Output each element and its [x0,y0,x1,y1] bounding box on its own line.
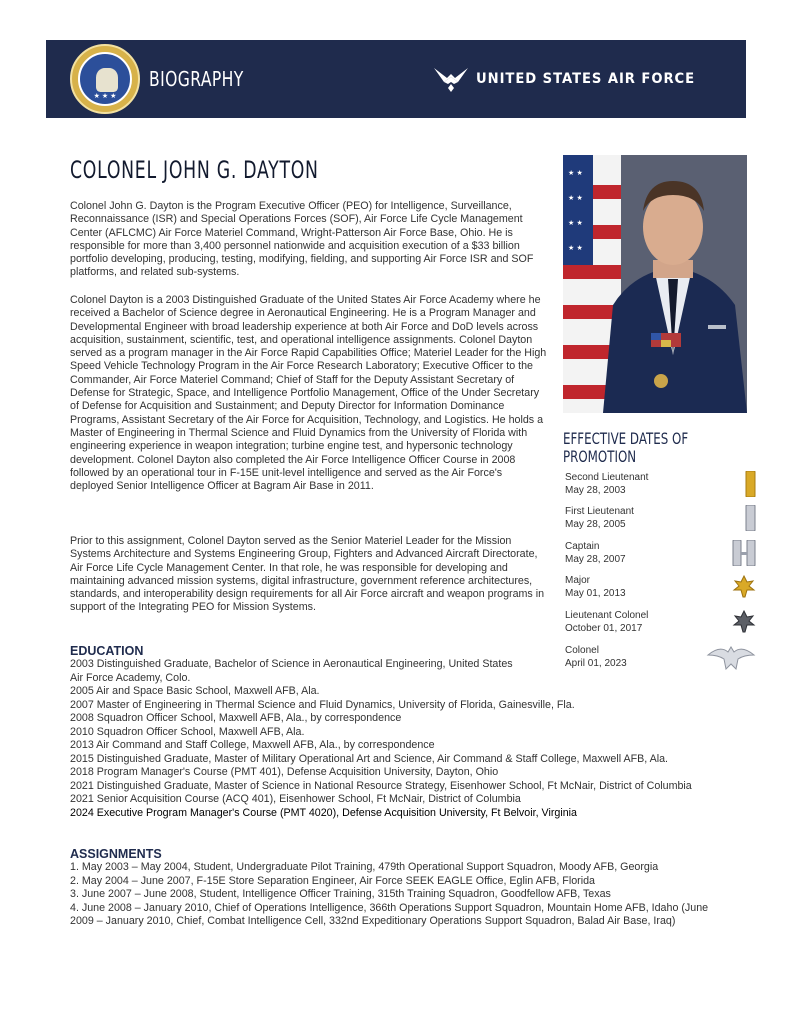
promotion-title: EFFECTIVE DATES OF PROMOTION [563,429,689,466]
promotion-date: May 01, 2013 [565,587,626,599]
organization-name: UNITED STATES AIR FORCE [476,71,696,87]
promotion-item [565,610,755,642]
promotion-rank: First Lieutenant [565,506,634,517]
gold-bar-icon [742,471,758,497]
silver-oak-leaf-icon [732,610,756,634]
promotion-date: April 01, 2023 [565,657,627,669]
bio-paragraph: Prior to this assignment, Colonel Dayton served as the Senior Materiel Leader for the Mission Systems Architecture and Systems Engineering Group, Fighters and Advanced Aircraft Directorate, Air Force Life Cycle Management Center. In that role, he was responsible for developing and maintaining advanced mission systems, digital infrastructure, government reference architectures, standards, and interoperability design requirements for all Air Force aircraft and weapon programs in support of the Integrating PEO for Mission Systems. [70,535,545,614]
promotion-date: May 28, 2005 [565,518,626,530]
header-banner [46,40,746,118]
svg-text:★ ★: ★ ★ [568,219,583,227]
page-title: COLONEL JOHN G. DAYTON [70,156,319,184]
list-item: 2021 Distinguished Graduate, Master of Science in National Resource Strategy, Eisenhower School, Ft McNair, District of Columbia [70,779,692,792]
silver-bar-icon [742,505,758,531]
official-portrait [563,155,747,413]
list-item: 2013 Air Command and Staff College, Maxwell AFB, Ala., by correspondence [70,739,435,751]
svg-text:★ ★: ★ ★ [568,244,583,252]
promotion-item [565,506,755,538]
promotion-rank: Second Lieutenant [565,472,649,483]
promotion-rank: Captain [565,541,600,552]
list-item: 2007 Master of Engineering in Thermal Science and Fluid Dynamics, University of Florida, Gainesville, Fla. [70,698,575,711]
promotion-date: May 28, 2007 [565,553,626,565]
air-force-symbol-icon [434,64,468,94]
list-item: 2008 Squadron Officer School, Maxwell AFB, Ala., by correspondence [70,712,402,724]
promotion-item [565,541,755,573]
education-heading: EDUCATION [70,644,144,658]
assignments-heading: ASSIGNMENTS [70,847,162,861]
svg-text:★ ★: ★ ★ [568,169,583,177]
promotion-item [565,472,755,504]
list-item: 2015 Distinguished Graduate, Master of Military Operational Art and Science, Air Command & Staff College, Maxwell AFB, Ala. [70,752,668,765]
bio-paragraph: Colonel Dayton is a 2003 Distinguished Graduate of the United States Air Force Academy where he received a Bachelor of Science degree in Aeronautical Engineering. He is a Program Manager and Developmental Engineer with broad leadership experience at both Air Force and DoD levels across acquisition, sustainment, scientific, test, and operational intelligence assignments. Colonel Dayton served as a program manager in the Air Force Rapid Capabilities Office; Materiel Leader for the High Speed Vehicle Technology Program in the Air Force Research Laboratory; Executive Officer to the Commander, Air Force Materiel Command; Chief of Staff for the Deputy Assistant Secretary of Defense for Strategic, Space, and Intelligence Portfolio Management, Office of the Under Secretary of Defense for Acquisition and Sustainment; and Deputy Director for Information Dominance Programs, Assistant Secretary of the Air Force for Acquisition, Technology, and Logistics. He holds a Master of Engineering in Thermal Science and Fluid Dynamics from the University of Florida with engineering experience in weapon integration; turbine engine test, and hypersonic technology development. Colonel Dayton also completed the Air Force Intelligence Officer Course in 2008 followed by an operational tour in F-15E unit-level intelligence and served as the Air Force's deployed Senior Intelligence Officer at Bagram Air Base in 2011. [70,294,547,493]
list-item: 2021 Senior Acquisition Course (ACQ 401), Eisenhower School, Ft McNair, District of Columbia [70,793,521,805]
assignments-list [70,861,740,929]
gold-oak-leaf-icon [732,575,756,599]
bio-paragraph: Colonel John G. Dayton is the Program Executive Officer (PEO) for Intelligence, Surveillance, Reconnaissance (ISR) and Special Operations Forces (SOF), Air Force Life Cycle Management Center (AFLCMC) Air Force Materiel Command, Wright-Patterson Air Force Base, Ohio. He is responsible for more than 3,400 personnel nationwide and acquisition execution of a $33 billion portfolio developing, producing, testing, modifying, fielding, and supporting Air Force ISR and SOF platforms, and related sub-systems. [70,200,534,279]
promotion-item [565,575,755,607]
list-item: 2010 Squadron Officer School, Maxwell AFB, Ala. [70,725,305,738]
list-item: 2024 Executive Program Manager's Course (PMT 4020), Defense Acquisition University, Ft Belvoir, Virginia [70,806,577,819]
double-silver-bars-icon [730,540,758,566]
list-item: 2. May 2004 – June 2007, F-15E Store Separation Engineer, Air Force SEEK EAGLE Office, Eglin AFB, Florida [70,874,595,887]
list-item: 3. June 2007 – June 2008, Student, Intelligence Officer Training, 315th Training Squadron, Goodfellow AFB, Texas [70,888,611,900]
promotion-rank: Lieutenant Colonel [565,610,649,621]
banner-title: BIOGRAPHY [149,67,244,91]
promotion-date: May 28, 2003 [565,484,626,496]
promotion-rank: Major [565,575,591,586]
list-item: 2005 Air and Space Basic School, Maxwell AFB, Ala. [70,685,320,697]
list-item: 2003 Distinguished Graduate, Bachelor of Science in Aeronautical Engineering, United States Air Force Academy, Colo. [70,658,513,684]
list-item: 2018 Program Manager's Course (PMT 401), Defense Acquisition University, Dayton, Ohio [70,766,499,778]
promotion-rank: Colonel [565,645,599,656]
air-force-seal-icon: ★ ★ ★ [70,44,140,114]
education-list [70,658,740,820]
svg-text:★ ★: ★ ★ [568,194,583,202]
promotion-date: October 01, 2017 [565,622,643,634]
list-item: 1. May 2003 – May 2004, Student, Undergraduate Pilot Training, 479th Operational Support Squadron, Moody AFB, Georgia [70,861,659,873]
list-item: 4. June 2008 – January 2010, Chief of Operations Intelligence, 366th Operations Support Squadron, Mountain Home AFB, Idaho (June 2009 – January 2010, Chief, Combat Intelligence Cell, 332nd Expeditionary Operations Support Squadron, Balad Air Base, Iraq) [70,901,709,927]
